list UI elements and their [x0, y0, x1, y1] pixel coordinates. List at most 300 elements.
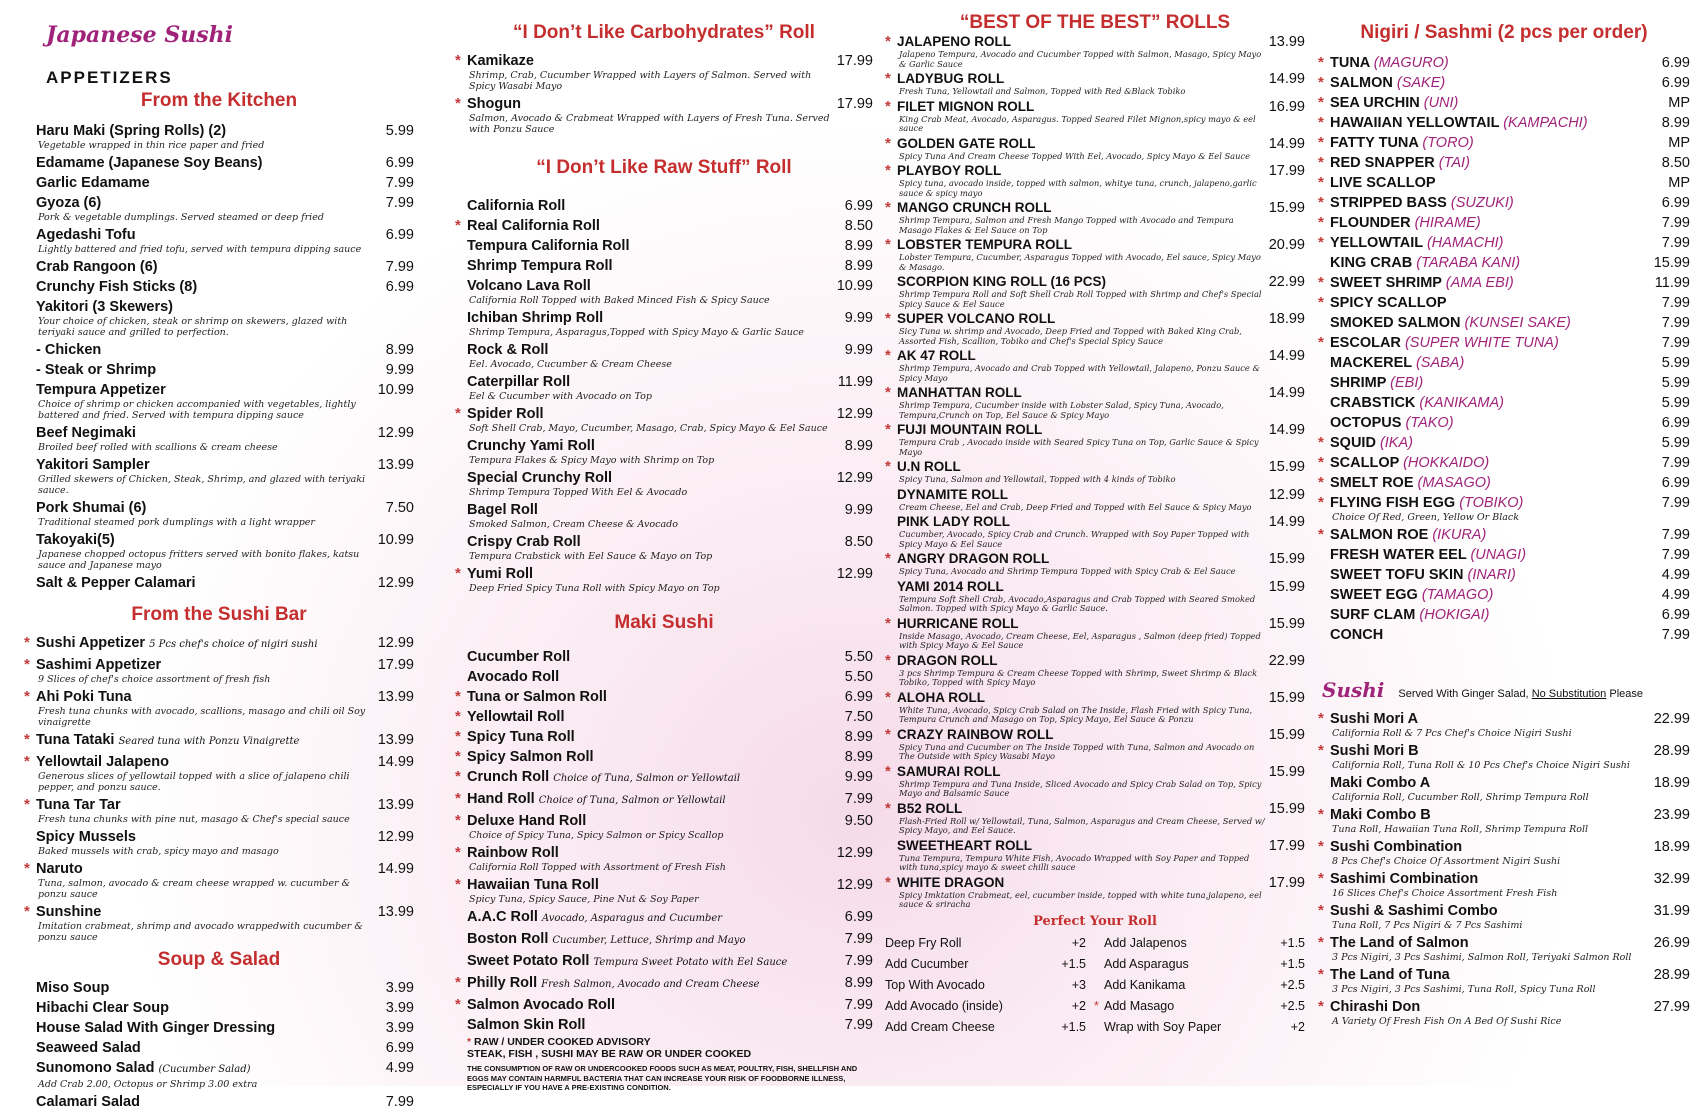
menu-item-name — [467, 437, 817, 455]
menu-item — [885, 200, 1305, 216]
menu-item-name-text: Real California Roll — [467, 218, 600, 234]
star-marker: * — [1318, 274, 1324, 291]
menu-item-price: 13.99 — [377, 689, 414, 705]
menu-item-name-text: Yellowtail Jalapeno — [36, 754, 169, 770]
menu-item-price: 14.99 — [377, 754, 414, 770]
menu-item-description: Jalapeno Tempura, Avocado and Cucumber Topped with Salmon, Masago, Spicy Mayo & Garlic Sauce — [899, 49, 1262, 69]
menu-item — [455, 790, 873, 810]
menu-item-group — [455, 277, 873, 306]
menu-item-description: Inside Masago, Avocado, Cream Cheese, Eel, Asparagus , Salmon (deep fried) Topped with Spicy Mayo & Eel Sauce — [899, 630, 1261, 650]
menu-item-name-text: Gyoza (6) — [36, 195, 102, 211]
menu-item-group — [885, 801, 1305, 836]
menu-item — [1318, 434, 1690, 452]
menu-item — [1318, 334, 1690, 352]
menu-item-group — [885, 764, 1305, 799]
menu-item-japanese-name: (TAKO) — [1405, 415, 1454, 431]
menu-item-name-text: U.N ROLL — [897, 459, 961, 474]
menu-item — [1318, 354, 1690, 372]
menu-item-group — [455, 708, 873, 726]
menu-item-price: 8.99 — [844, 438, 873, 454]
menu-item-group — [885, 579, 1305, 614]
menu-item — [885, 801, 1305, 817]
menu-item-name — [36, 903, 358, 921]
menu-item-price: 26.99 — [1653, 935, 1690, 951]
menu-item-name-text: CRABSTICK — [1330, 395, 1416, 411]
menu-item-name-text: HURRICANE ROLL — [897, 615, 1019, 631]
menu-item-name — [897, 422, 1249, 438]
menu-item-name — [467, 974, 817, 994]
menu-item-japanese-name: (MAGURO) — [1373, 55, 1449, 71]
menu-item-group — [455, 309, 873, 338]
menu-item — [24, 860, 414, 878]
menu-item-name-text: LIVE SCALLOP — [1330, 175, 1436, 191]
addon-name: Add Jalapenos — [1104, 935, 1187, 950]
menu-item-price: 15.99 — [1268, 551, 1305, 567]
menu-item-group — [455, 728, 873, 746]
menu-item-price: 6.99 — [1661, 75, 1690, 91]
menu-item-price: 12.99 — [836, 877, 873, 893]
menu-item-name-text: Sunshine — [36, 904, 102, 920]
menu-item-group — [1318, 626, 1690, 644]
menu-item-name — [36, 656, 358, 674]
perfect-right-list — [1094, 933, 1305, 1038]
menu-item-inline-desc: (Cucumber Salad) — [158, 1064, 251, 1075]
menu-item-description: Fresh Tuna, Yellowtail and Salmon, Topped with Red &Black Tobiko — [899, 86, 1186, 96]
menu-item-group — [885, 838, 1305, 873]
menu-item-name-text: Sushi Mori A — [1330, 711, 1419, 727]
menu-item-price: 12.99 — [377, 575, 414, 591]
menu-item-price: 14.99 — [1268, 135, 1305, 152]
menu-item-name-text: Caterpillar Roll — [467, 374, 571, 390]
menu-item-group — [455, 237, 873, 255]
menu-item-group — [24, 1093, 414, 1111]
menu-item-name-text: DRAGON ROLL — [897, 652, 998, 668]
menu-item-description: Shrimp Tempura Topped With Eel & Avocado — [469, 487, 688, 498]
menu-item-japanese-name: (INARI) — [1467, 567, 1516, 583]
menu-item-price: 3.99 — [385, 980, 414, 996]
menu-item-name-text: SUPER VOLCANO ROLL — [897, 311, 1056, 326]
menu-item-price: 6.99 — [1661, 55, 1690, 71]
menu-item — [24, 796, 414, 814]
star-marker: * — [1318, 526, 1324, 543]
section-heading-best: “BEST OF THE BEST” ROLLS — [959, 12, 1231, 33]
menu-item-price: 7.99 — [1661, 547, 1690, 563]
nocarb-list — [455, 52, 873, 135]
star-marker: * — [1318, 214, 1324, 231]
menu-item-group — [885, 459, 1305, 485]
menu-item-name — [36, 1039, 358, 1057]
star-marker: * — [24, 753, 30, 770]
menu-item-name-text: PLAYBOY ROLL — [897, 163, 1002, 178]
menu-item-name-text: SALMON — [1330, 75, 1393, 91]
star-marker: * — [1318, 454, 1324, 471]
menu-item-group — [24, 456, 414, 496]
advisory-fine-print: THE CONSUMPTION OF RAW OR UNDERCOOKED FOODS SUCH AS MEAT, POULTRY, FISH, SHELLFISH AND EGGS MAY CONTAIN HARMFUL BACTERIA THAT CAN INCREASE YOUR RISK OF FOODBORNE ILLNESS, ESPECIALLY IF YOU HAVE A PRE-EXISTING CONDITION. — [467, 1064, 858, 1092]
star-marker: * — [455, 790, 461, 807]
star-marker: * — [885, 651, 891, 669]
menu-item — [455, 533, 873, 551]
menu-item-description: Grilled skewers of Chicken, Steak, Shrimp, and glazed with teriyaki sauce. — [38, 474, 366, 496]
menu-item — [455, 952, 873, 972]
menu-item-group — [885, 99, 1305, 134]
menu-item-description: Spicy Tuna and Cucumber on The Inside Topped with Tuna, Salmon and Avocado on The Outside with Spicy Wasabi Mayo — [899, 741, 1255, 761]
menu-item — [1318, 838, 1690, 856]
star-marker: * — [1318, 134, 1324, 151]
menu-item-group — [1318, 546, 1690, 564]
menu-item-name — [897, 163, 1249, 179]
star-marker: * — [24, 731, 30, 748]
menu-item-group — [455, 790, 873, 810]
star-marker: * — [885, 162, 891, 179]
menu-item — [455, 257, 873, 275]
menu-item-name — [897, 487, 1249, 503]
brand-title: Japanese Sushi — [46, 22, 233, 48]
star-marker: * — [455, 728, 461, 745]
addon-name: Add Cream Cheese — [885, 1019, 995, 1034]
menu-item-price: 6.99 — [385, 227, 414, 243]
sushibar-list — [24, 634, 414, 943]
menu-item-name-text: Salmon Skin Roll — [467, 1017, 586, 1033]
addon-name: Wrap with Soy Paper — [1104, 1019, 1222, 1034]
menu-item-name — [1330, 414, 1634, 432]
menu-item-group — [1318, 194, 1690, 212]
menu-item-name-text: MACKEREL — [1330, 355, 1412, 371]
star-marker: * — [1318, 838, 1324, 855]
menu-item-price: 8.99 — [844, 749, 873, 765]
menu-item-japanese-name: (EBI) — [1390, 375, 1424, 391]
menu-item-price: 14.99 — [1268, 71, 1305, 87]
menu-item — [455, 996, 873, 1014]
menu-item — [1318, 626, 1690, 644]
menu-item-name — [897, 801, 1249, 817]
menu-item-name-text: LOBSTER TEMPURA ROLL — [897, 237, 1072, 252]
menu-item-name — [1330, 998, 1634, 1016]
menu-item-name — [467, 565, 817, 583]
menu-item — [24, 122, 414, 140]
menu-item — [885, 459, 1305, 475]
menu-item-name — [36, 174, 358, 192]
menu-item — [24, 226, 414, 244]
menu-item-price: 18.99 — [1268, 311, 1305, 327]
menu-item-japanese-name: (HOKIGAI) — [1419, 607, 1490, 623]
menu-item-group — [24, 226, 414, 255]
menu-item-group — [1318, 934, 1690, 963]
menu-item — [24, 278, 414, 296]
menu-item-name-text: FRESH WATER EEL — [1330, 547, 1467, 563]
menu-item-group — [24, 656, 414, 685]
menu-item-name — [467, 533, 817, 551]
menu-item-description: Eel & Cucumber with Avocado on Top — [469, 391, 652, 402]
menu-item-name-text: Tuna or Salmon Roll — [467, 689, 607, 705]
menu-item — [885, 348, 1305, 364]
menu-item-price: 7.99 — [1661, 627, 1690, 643]
menu-item-description: Shrimp Tempura and Tuna Inside, Sliced Avocado and Spicy Crab Salad on Top, Spicy Mayo and Balsamic Sauce — [899, 778, 1262, 798]
menu-item-description: Japanese chopped octopus fritters served with bonito flakes, katsu sauce and Japanese mayo — [38, 549, 360, 571]
menu-item-group — [24, 999, 414, 1017]
menu-item-name-text: SQUID — [1330, 435, 1376, 451]
menu-item-description: Spicy Imktation Crabmeat, eel, cucumber inside, topped with white tuna,jalapeno, eel sauce & sriracha — [899, 889, 1262, 909]
menu-item-name-text: Takoyaki(5) — [36, 532, 115, 548]
menu-item-group — [455, 668, 873, 686]
menu-item-price: 3.99 — [385, 1000, 414, 1016]
addon-row — [1104, 954, 1305, 975]
menu-item-description: Tempura Crab , Avocado inside with Seared Spicy Tuna on Top, Garlic Sauce & Spicy Mayo — [899, 437, 1259, 457]
menu-item-price: 7.99 — [844, 791, 873, 807]
menu-item-name — [1330, 494, 1634, 512]
menu-item-group — [455, 257, 873, 275]
menu-item-price: 3.99 — [385, 1020, 414, 1036]
section-heading-kitchen: From the Kitchen — [140, 90, 298, 111]
menu-item-name-text: Sashimi Combination — [1330, 871, 1479, 887]
menu-item-name — [1330, 774, 1634, 792]
menu-item-price: 5.99 — [1661, 395, 1690, 411]
menu-item-name — [36, 1019, 358, 1037]
menu-item-price: 8.99 — [844, 729, 873, 745]
menu-item-price: 12.99 — [1268, 486, 1305, 503]
menu-item — [1318, 114, 1690, 132]
menu-item-price: 22.99 — [1268, 274, 1305, 290]
menu-item-group — [455, 930, 873, 950]
menu-item-name — [897, 274, 1249, 290]
menu-item-name-text: - Chicken — [36, 342, 102, 358]
menu-item-name — [467, 309, 817, 327]
menu-item-name — [467, 728, 817, 746]
menu-item-description: A Variety Of Fresh Fish On A Bed Of Sushi Rice — [1332, 1016, 1562, 1027]
menu-item-group — [24, 688, 414, 728]
menu-item-price: 7.99 — [385, 259, 414, 275]
addon-name: Add Cucumber — [885, 956, 969, 971]
menu-item-description: Tuna Roll, 7 Pcs Nigiri & 7 Pcs Sashimi — [1332, 920, 1523, 931]
menu-item-price: 14.99 — [377, 861, 414, 877]
menu-item-group — [455, 405, 873, 434]
menu-item-group — [1318, 710, 1690, 739]
menu-item-description: California Roll & 7 Pcs Chef's Choice Nigiri Sushi — [1332, 728, 1572, 739]
menu-item — [1318, 154, 1690, 172]
menu-item-description: King Crab Meat, Avocado, Asparagus. Topped Seared Filet Mignon,spicy mayo & eel sauce — [899, 113, 1256, 133]
menu-item-group — [455, 648, 873, 666]
menu-item — [24, 1019, 414, 1037]
menu-item-name — [1330, 606, 1634, 624]
menu-item-name-text: Bagel Roll — [467, 502, 538, 518]
menu-item — [24, 828, 414, 846]
menu-item-group — [455, 812, 873, 841]
menu-item — [885, 616, 1305, 632]
menu-item — [1318, 494, 1690, 512]
menu-item-name-text: Sweet Potato Roll — [467, 953, 590, 969]
menu-item-group — [1318, 806, 1690, 835]
menu-item-name-text: Sushi Combination — [1330, 839, 1463, 855]
star-marker: * — [885, 134, 891, 152]
star-marker: * — [24, 634, 30, 651]
star-marker: * — [455, 565, 461, 582]
menu-item-name-text: Seaweed Salad — [36, 1040, 141, 1056]
menu-item-price: 32.99 — [1653, 871, 1690, 887]
star-marker: * — [885, 762, 891, 780]
menu-item-group — [455, 565, 873, 594]
menu-item-name — [1330, 710, 1634, 728]
menu-item-group — [455, 217, 873, 235]
menu-item-name — [1330, 806, 1634, 824]
menu-item-name — [467, 217, 817, 235]
star-marker: * — [455, 748, 461, 765]
menu-item-name-text: Pork Shumai (6) — [36, 500, 147, 516]
menu-item-price: 11.99 — [1654, 275, 1690, 291]
menu-item-group — [24, 731, 414, 751]
menu-item-name-text: STRIPPED BASS — [1330, 195, 1447, 211]
menu-item-name — [36, 381, 358, 399]
menu-item-price: 14.99 — [1268, 514, 1305, 530]
menu-item — [885, 34, 1305, 50]
menu-item-name-text: SURF CLAM — [1330, 607, 1416, 623]
menu-item-name — [897, 459, 1249, 475]
menu-item-name-text: FILET MIGNON ROLL — [897, 98, 1035, 114]
menu-item-name — [36, 1093, 358, 1111]
menu-item-japanese-name: (AMA EBI) — [1445, 275, 1514, 291]
menu-item-name-text: Sunomono Salad — [36, 1060, 155, 1076]
menu-item — [1318, 586, 1690, 604]
menu-item — [455, 373, 873, 391]
menu-item-price: 8.50 — [844, 534, 873, 550]
menu-item-japanese-name: (TOBIKO) — [1459, 495, 1524, 511]
menu-item-group — [455, 533, 873, 562]
menu-item-name-text: ALOHA ROLL — [897, 689, 985, 705]
star-marker: * — [885, 70, 891, 87]
menu-item-japanese-name: (UNI) — [1423, 95, 1459, 111]
menu-item — [24, 298, 414, 316]
menu-item — [24, 174, 414, 192]
menu-item-description: Tuna Roll, Hawaiian Tuna Roll, Shrimp Tempura Roll — [1332, 824, 1589, 835]
menu-item-group — [1318, 134, 1690, 152]
menu-item-price: 7.50 — [385, 500, 414, 516]
menu-item-name — [36, 688, 358, 706]
star-marker: * — [1318, 710, 1324, 727]
menu-item-name — [897, 616, 1249, 632]
menu-item-group — [885, 514, 1305, 549]
menu-item-group — [24, 1019, 414, 1037]
menu-item-group — [1318, 114, 1690, 132]
menu-item-price: 9.99 — [844, 310, 873, 326]
menu-item-name-text: GOLDEN GATE ROLL — [897, 135, 1036, 151]
star-marker: * — [455, 52, 461, 69]
star-marker: * — [1318, 902, 1324, 919]
menu-item-description: Tempura Flakes & Spicy Mayo with Shrimp on Top — [469, 455, 715, 466]
menu-item-name-text: The Land of Tuna — [1330, 967, 1450, 983]
menu-item-name — [36, 731, 358, 751]
menu-item-name-text: SHRIMP — [1330, 375, 1387, 391]
menu-item — [24, 574, 414, 592]
menu-item-name — [467, 768, 817, 788]
menu-item-name — [36, 456, 358, 474]
menu-item-price: 8.99 — [844, 238, 873, 254]
menu-item-price: 6.99 — [844, 909, 873, 925]
menu-item-description: Generous slices of yellowtail topped with a slice of jalapeno chili pepper, and ponzu sauce. — [38, 771, 350, 793]
menu-item-name-text: CONCH — [1330, 627, 1384, 643]
menu-item-group — [24, 1059, 414, 1090]
menu-item — [455, 501, 873, 519]
menu-item-price: 10.99 — [836, 278, 873, 294]
star-marker: * — [455, 217, 461, 234]
menu-item — [1318, 966, 1690, 984]
star-marker: * — [1318, 194, 1324, 211]
menu-item-group — [1318, 966, 1690, 995]
menu-item — [885, 690, 1305, 706]
menu-item-inline-desc: Fresh Salmon, Avocado and Cream Cheese — [541, 979, 760, 990]
combos-list — [1318, 710, 1690, 1027]
section-heading-soup: Soup & Salad — [157, 949, 281, 970]
menu-item — [1318, 806, 1690, 824]
menu-item-name — [1330, 214, 1634, 232]
star-marker: * — [885, 236, 891, 253]
menu-item-name — [1330, 314, 1634, 332]
star-marker: * — [885, 310, 891, 327]
menu-item — [455, 728, 873, 746]
menu-item-name — [897, 551, 1249, 567]
menu-item-description: Tempura Soft Shell Crab, Avocado,Asparagus and Crab Topped with Seared Smoked Salmon. Topped with Spicy Mayo & Garlic Sauce. — [899, 593, 1256, 613]
menu-item-description: Flash-Fried Roll w/ Yellowtail, Tuna, Salmon, Asparagus and Cream Cheese, Served w/ Spicy Mayo, and Eel Sauce. — [899, 815, 1265, 835]
menu-item — [1318, 546, 1690, 564]
menu-item — [24, 1093, 414, 1111]
menu-item-description: Eel. Avocado, Cucumber & Cream Cheese — [469, 359, 672, 370]
menu-item-name-text: Shrimp Tempura Roll — [467, 258, 613, 274]
menu-item-name — [897, 99, 1249, 115]
menu-item-group — [24, 979, 414, 997]
menu-item — [885, 385, 1305, 401]
star-marker: * — [885, 458, 891, 475]
menu-item-description: Smoked Salmon, Cream Cheese & Avocado — [469, 519, 678, 530]
menu-item-name-text: Hibachi Clear Soup — [36, 1000, 169, 1016]
menu-item — [455, 708, 873, 726]
menu-item-japanese-name: (TARABA KANI) — [1416, 255, 1521, 271]
menu-item-name-text: Crunchy Yami Roll — [467, 438, 595, 454]
menu-item — [24, 1039, 414, 1057]
menu-item-price: 11.99 — [837, 374, 873, 390]
menu-item-group — [24, 860, 414, 900]
menu-item-name-text: Salt & Pepper Calamari — [36, 575, 196, 591]
menu-item-price: 5.50 — [844, 649, 873, 665]
menu-item-group — [885, 200, 1305, 235]
star-marker: * — [455, 768, 461, 785]
star-marker: * — [1318, 234, 1324, 251]
menu-item-name — [1330, 586, 1634, 604]
menu-item-price: 17.99 — [1268, 874, 1305, 891]
menu-item-description: Vegetable wrapped in thin rice paper and fried — [38, 140, 265, 151]
menu-item-name — [467, 844, 817, 862]
menu-item-name — [1330, 394, 1634, 412]
menu-item-description: Spicy tuna, avocado inside, topped with salmon, whitye tuna, crunch, jalapeno,garlic sauce & spicy mayo — [899, 178, 1257, 198]
menu-item-inline-desc: Cucumber, Lettuce, Shrimp and Mayo — [552, 935, 746, 946]
menu-item-group — [1318, 586, 1690, 604]
star-marker: * — [455, 95, 461, 112]
menu-item-name-text: OCTOPUS — [1330, 415, 1402, 431]
addon-name: Add Avocado (inside) — [885, 998, 1003, 1013]
menu-item-name — [36, 298, 358, 316]
menu-item-japanese-name: (KUNSEI SAKE) — [1464, 315, 1571, 331]
menu-item-japanese-name: (SABA) — [1415, 355, 1465, 371]
menu-item-name-text: Kamikaze — [467, 53, 534, 69]
menu-item-group — [885, 422, 1305, 457]
menu-item-inline-desc: 5 Pcs chef's choice of nigiri sushi — [149, 639, 318, 650]
perfect-your-roll-grid — [885, 933, 1305, 1038]
menu-item — [455, 309, 873, 327]
star-marker: * — [24, 903, 30, 920]
advisory-title-text: RAW / UNDER COOKED ADVISORY — [474, 1036, 651, 1048]
menu-item-name — [897, 579, 1249, 595]
menu-item — [1318, 74, 1690, 92]
menu-item-name — [1330, 934, 1634, 952]
menu-item — [455, 876, 873, 894]
menu-item-name-text: California Roll — [467, 198, 566, 214]
menu-item-name — [467, 790, 817, 810]
